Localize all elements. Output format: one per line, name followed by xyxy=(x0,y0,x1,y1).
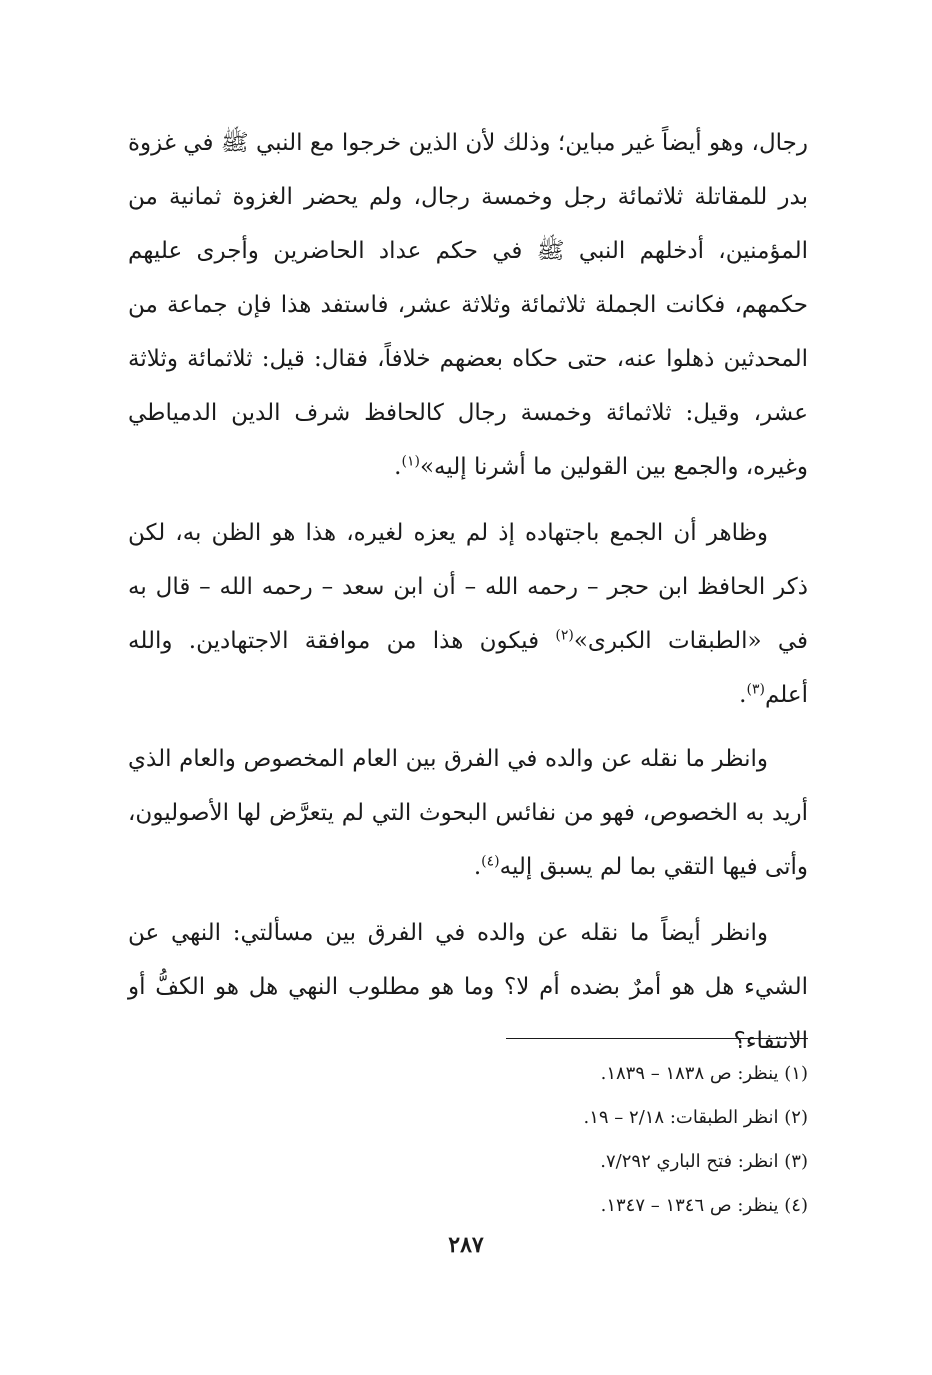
paragraph-2-text: وظاهر أن الجمع باجتهاده إذ لم يعزه لغيره، هذا هو الظن به، لكن ذكر الحافظ ابن حجر – رحمه الله – أن ابن سعد – رحمه الله – قال به في «الطبقات الكبرى» xyxy=(128,520,809,654)
footnote-1: (١) ينظر: ص ١٨٣٨ – ١٨٣٩. xyxy=(600,1063,808,1084)
paragraph-1-end: . xyxy=(394,454,402,480)
footnote-divider xyxy=(506,1038,808,1039)
paragraph-2-end: . xyxy=(739,682,747,708)
paragraph-2 xyxy=(128,506,808,722)
footnotes xyxy=(430,1052,808,1228)
paragraph-4 xyxy=(128,906,808,1068)
footnote-ref-3: (٣) xyxy=(746,681,765,698)
footnote-ref-1: (١) xyxy=(401,453,420,470)
paragraph-1 xyxy=(128,116,808,494)
paragraph-3-text: وانظر ما نقله عن والده في الفرق بين العام المخصوص والعام الذي أريد به الخصوص، فهو من نفائس البحوث التي لم يتعرَّض لها الأصوليون، وأتى فيها التقي بما لم يسبق إليه xyxy=(128,746,808,880)
paragraph-3-end: . xyxy=(473,854,482,880)
footnote-ref-4: (٤) xyxy=(481,853,500,870)
page-number: ٢٨٧ xyxy=(448,1232,484,1258)
paragraph-2-text-b: فيكون هذا من موافقة الاجتهادين. والله أعلم xyxy=(128,628,808,708)
paragraph-3 xyxy=(128,732,808,894)
paragraph-4-text: وانظر أيضاً ما نقله عن والده في الفرق بين مسألتي: النهي عن الشيء هل هو أمرٌ بضده أم لا؟ وما هو مطلوب النهي هل هو الكفُّ أو الانتفاء؟ xyxy=(128,920,808,1054)
footnote-2: (٢) انظر الطبقات: ٢/١٨ – ١٩. xyxy=(583,1107,808,1128)
paragraph-1-text: رجال، وهو أيضاً غير مباين؛ وذلك لأن الذين خرجوا مع النبي ﷺ في غزوة بدر للمقاتلة ثلاثمائة رجل وخمسة رجال، ولم يحضر الغزوة ثمانية من المؤمنين، أدخلهم النبي ﷺ في حكم عداد الحاضرين وأجرى عليهم حكمهم، فكانت الجملة ثلاثمائة وثلاثة عشر، فاستفد هذا فإن جماعة من المحدثين ذهلوا عنه، حتى حكاه بعضهم خلافاً، فقال: قيل: ثلاثمائة وثلاثة عشر، وقيل: ثلاثمائة وخمسة رجال كالحافظ شرف الدين الدمياطي وغيره، والجمع بين القولين ما أشرنا إليه» xyxy=(128,130,808,480)
footnote-ref-2: (٢) xyxy=(555,627,574,644)
footnote-3: (٣) انظر: فتح الباري ٧/٢٩٢. xyxy=(600,1151,808,1172)
footnote-4: (٤) ينظر: ص ١٣٤٦ – ١٣٤٧. xyxy=(600,1195,808,1216)
